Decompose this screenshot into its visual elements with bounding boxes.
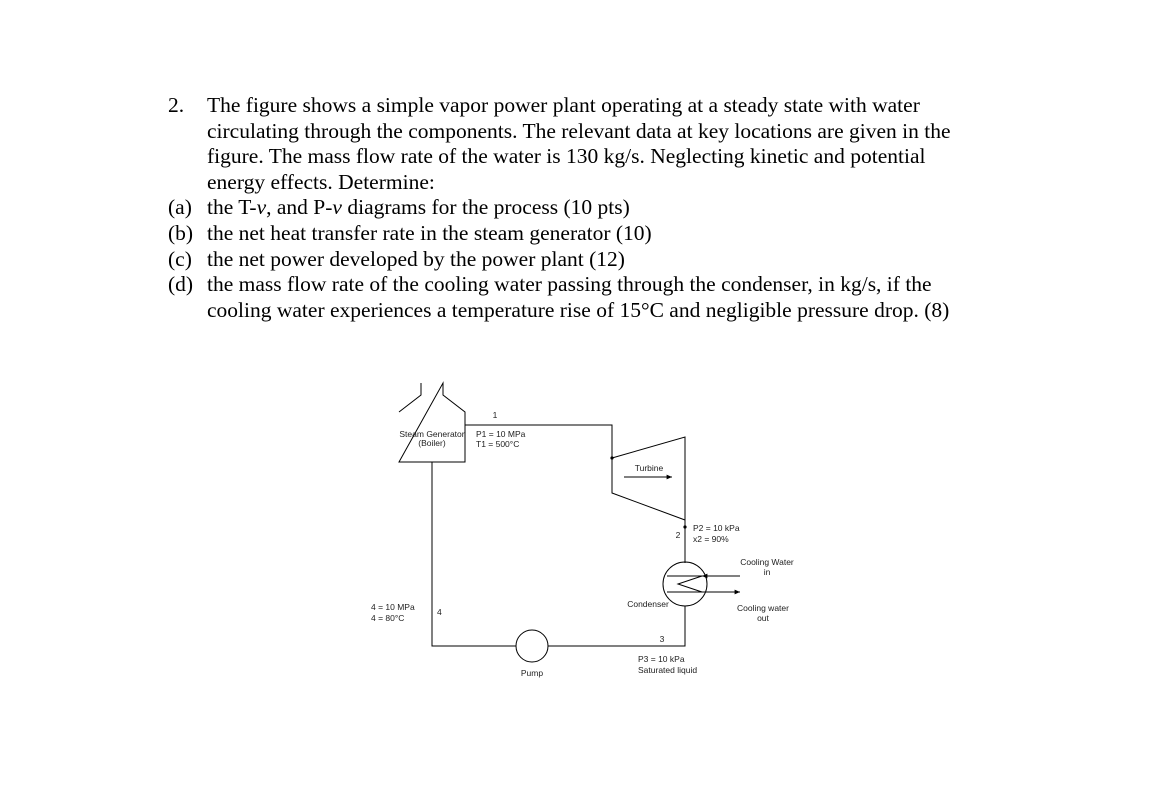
pipe-3 <box>548 606 685 646</box>
part-a-label: (a) <box>168 195 192 220</box>
intro-line-2: circulating through the components. The relevant data at key locations are given in the <box>207 118 951 143</box>
boiler-label-2: (Boiler) <box>418 438 446 448</box>
state-4-pressure: 4 = 10 MPa <box>371 602 415 612</box>
boiler-label-1: Steam Generator <box>399 429 465 439</box>
part-c-label: (c) <box>168 246 192 271</box>
boiler-shape <box>399 383 465 462</box>
cooling-water-out-label-1: Cooling water <box>737 603 789 613</box>
pump-label: Pump <box>520 668 544 678</box>
cooling-water-out-label-2: out <box>757 613 769 623</box>
intro-line-3: figure. The mass flow rate of the water is 130 kg/s. Neglecting kinetic and potential <box>207 144 926 169</box>
condenser-label: Condenser <box>627 599 669 609</box>
intro-line-1: The figure shows a simple vapor power plant operating at a steady state with water <box>207 93 920 117</box>
pipe-4 <box>432 462 516 646</box>
part-d-text-2: cooling water experiences a temperature rise of 15°C and negligible pressure drop. (8) <box>207 297 950 322</box>
state-2-pressure: P2 = 10 kPa <box>693 523 740 533</box>
problem-number: 2. <box>168 93 185 117</box>
state-4-number: 4 <box>437 607 442 617</box>
cooling-water-in-label-1: Cooling Water <box>740 557 794 567</box>
pump-shape <box>516 630 548 662</box>
part-a-text: the T-v, and P-v diagrams for the process (10 pts) <box>207 195 630 220</box>
state-1-pressure: P1 = 10 MPa <box>476 429 526 439</box>
part-d-label: (d) <box>168 272 194 297</box>
state-3-pressure: P3 = 10 kPa <box>638 654 685 664</box>
state-2-dot <box>683 525 686 528</box>
part-b-label: (b) <box>168 220 194 245</box>
turbine-shape <box>612 437 685 520</box>
cooling-water-in-label-2: in <box>763 567 771 577</box>
part-c-text: the net power developed by the power plant (12) <box>207 246 625 271</box>
state-1-temperature: T1 = 500°C <box>476 439 520 449</box>
state-3-description: Saturated liquid <box>638 665 698 675</box>
part-b-text: the net heat transfer rate in the steam generator (10) <box>207 220 652 245</box>
state-2-number: 2 <box>675 530 681 540</box>
state-3-number: 3 <box>659 634 665 644</box>
state-1-dot <box>610 456 613 459</box>
turbine-label: Turbine <box>634 463 664 473</box>
condenser-coil <box>667 576 702 592</box>
state-1-number: 1 <box>492 410 498 420</box>
intro-line-4: energy effects. Determine: <box>207 169 435 194</box>
state-4-temperature: 4 = 80°C <box>371 613 405 623</box>
state-2-quality: x2 = 90% <box>693 534 729 544</box>
part-d-text-1: the mass flow rate of the cooling water passing through the condenser, in kg/s, if the <box>207 272 932 297</box>
condenser-shape <box>663 562 707 606</box>
